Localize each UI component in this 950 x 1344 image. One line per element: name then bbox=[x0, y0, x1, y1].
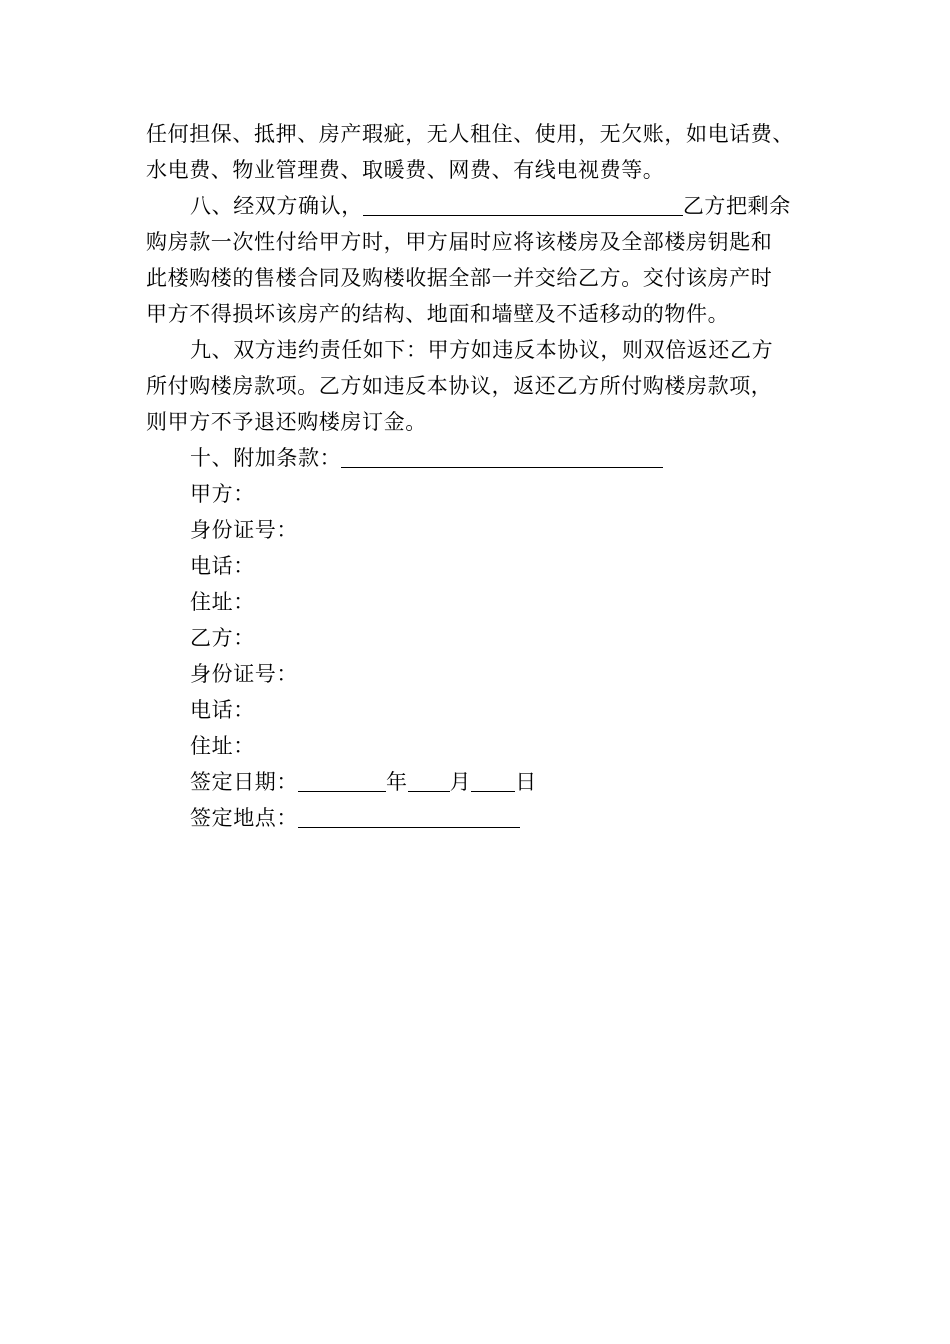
party-b-id-text: 身份证号： bbox=[190, 662, 298, 686]
year-label: 年 bbox=[386, 770, 408, 794]
signing-place-label: 签定地点： bbox=[190, 806, 298, 830]
party-b-phone-label bbox=[146, 692, 826, 728]
clause-8-line-1 bbox=[146, 188, 826, 224]
clause-7-continuation-line-1 bbox=[146, 116, 826, 152]
clause-7-continuation-line-2 bbox=[146, 152, 826, 188]
party-b-id-label bbox=[146, 656, 826, 692]
party-a-phone-label bbox=[146, 548, 826, 584]
party-a-id-text: 身份证号： bbox=[190, 518, 298, 542]
clause-8-line-3 bbox=[146, 260, 826, 296]
contract-body bbox=[146, 116, 826, 836]
text-line: 购房款一次性付给甲方时，甲方届时应将该楼房及全部楼房钥匙和 bbox=[146, 230, 773, 254]
text-line: 所付购楼房款项。乙方如违反本协议，返还乙方所付购楼房款项， bbox=[146, 374, 773, 398]
clause-10-blank[interactable] bbox=[341, 445, 663, 468]
signing-date-label: 签定日期： bbox=[190, 770, 298, 794]
clause-10-label: 十、附加条款： bbox=[190, 446, 342, 470]
party-a-address-text: 住址： bbox=[190, 590, 255, 614]
clause-9-line-2 bbox=[146, 368, 826, 404]
text-line: 此楼购楼的售楼合同及购楼收据全部一并交给乙方。交付该房产时 bbox=[146, 266, 773, 290]
clause-9-line-3 bbox=[146, 404, 826, 440]
month-blank[interactable] bbox=[408, 769, 450, 792]
text-line: 则甲方不予退还购楼房订金。 bbox=[146, 410, 427, 434]
clause-9-line-1 bbox=[146, 332, 826, 368]
clause-8-suffix: 乙方把剩余 bbox=[682, 194, 791, 218]
clause-8-prefix: 八、经双方确认， bbox=[190, 194, 363, 218]
party-a-text: 甲方： bbox=[190, 482, 255, 506]
party-b-address-text: 住址： bbox=[190, 734, 255, 758]
party-a-address-label bbox=[146, 584, 826, 620]
party-b-address-label bbox=[146, 728, 826, 764]
party-b-text: 乙方： bbox=[190, 626, 255, 650]
text-line: 任何担保、抵押、房产瑕疵，无人租住、使用，无欠账，如电话费、 bbox=[146, 122, 794, 146]
party-a-label bbox=[146, 476, 826, 512]
clause-8-line-2 bbox=[146, 224, 826, 260]
signing-date-line bbox=[146, 764, 826, 800]
text-line: 甲方不得损坏该房产的结构、地面和墙壁及不适移动的物件。 bbox=[146, 302, 730, 326]
clause-8-line-4 bbox=[146, 296, 826, 332]
party-b-phone-text: 电话： bbox=[190, 698, 255, 722]
clause-10-line bbox=[146, 440, 826, 476]
text-line: 水电费、物业管理费、取暖费、网费、有线电视费等。 bbox=[146, 158, 665, 182]
month-label: 月 bbox=[449, 770, 472, 794]
party-b-label bbox=[146, 620, 826, 656]
day-blank[interactable] bbox=[471, 769, 515, 792]
clause-8-blank[interactable] bbox=[363, 193, 683, 216]
signing-place-line bbox=[146, 800, 826, 836]
day-label: 日 bbox=[515, 770, 537, 794]
place-blank[interactable] bbox=[298, 805, 520, 828]
year-blank[interactable] bbox=[298, 769, 386, 792]
text-line: 九、双方违约责任如下：甲方如违反本协议，则双倍返还乙方 bbox=[190, 338, 774, 362]
party-a-phone-text: 电话： bbox=[190, 554, 255, 578]
party-a-id-label bbox=[146, 512, 826, 548]
